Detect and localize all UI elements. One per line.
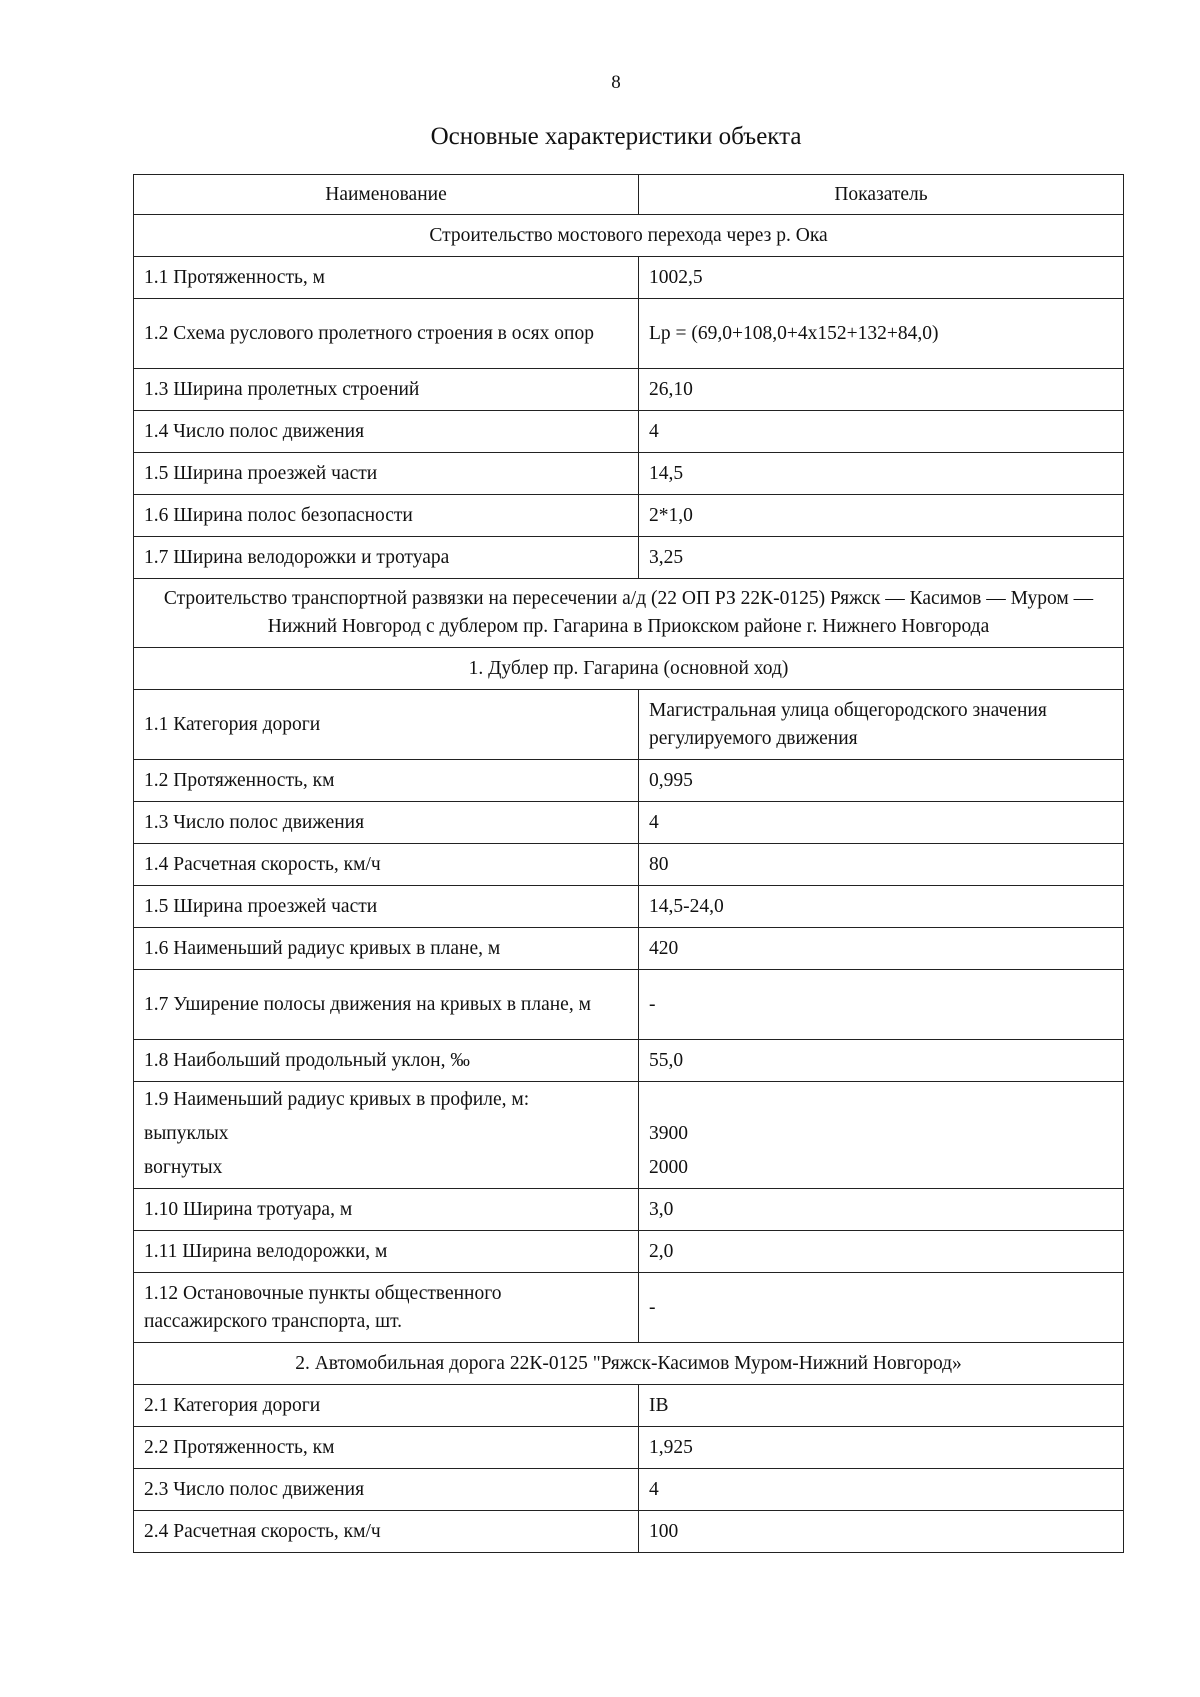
section-header-row [134, 215, 1124, 257]
row-value: 4 [639, 1469, 1124, 1511]
row-label: 1.2 Протяженность, км [134, 760, 639, 802]
row-value: 4 [639, 411, 1124, 453]
row-value: 3,0 [639, 1189, 1124, 1231]
table-row [134, 411, 1124, 453]
convex-label: выпуклых [144, 1123, 229, 1144]
table-row [134, 802, 1124, 844]
row-value: 55,0 [639, 1040, 1124, 1082]
row-value: IB [639, 1385, 1124, 1427]
table-row [134, 1189, 1124, 1231]
table-header-row [134, 175, 1124, 215]
row-label: 1.1 Протяженность, м [134, 257, 639, 299]
subsection-header-row [134, 648, 1124, 690]
row-value: Магистральная улица общегородского значения регулируемого движения [639, 690, 1124, 760]
row-label: 1.7 Ширина велодорожки и тротуара [134, 537, 639, 579]
table-row [134, 453, 1124, 495]
row-value: 14,5-24,0 [639, 886, 1124, 928]
row-label: 1.3 Ширина пролетных строений [134, 369, 639, 411]
table-row [134, 537, 1124, 579]
row-label: 1.10 Ширина тротуара, м [134, 1189, 639, 1231]
table-row [134, 1511, 1124, 1553]
table-row [134, 495, 1124, 537]
row-value: 26,10 [639, 369, 1124, 411]
row-label: 1.12 Остановочные пункты общественного пассажирского транспорта, шт. [134, 1273, 639, 1343]
row-value: 1,925 [639, 1427, 1124, 1469]
value-spacer [649, 1086, 1113, 1114]
table-row [134, 1427, 1124, 1469]
row-label: 1.5 Ширина проезжей части [134, 453, 639, 495]
table-row [134, 1082, 1124, 1189]
radius-profile-label: 1.9 Наименьший радиус кривых в профиле, м: [144, 1089, 530, 1110]
page-number: 8 [611, 72, 621, 93]
row-label: 1.4 Расчетная скорость, км/ч [134, 844, 639, 886]
row-value: 100 [639, 1511, 1124, 1553]
column-header-name: Наименование [134, 175, 639, 215]
row-value: Lp = (69,0+108,0+4х152+132+84,0) [639, 299, 1124, 369]
row-value: 80 [639, 844, 1124, 886]
section-title-interchange: Строительство транспортной развязки на пересечении а/д (22 ОП РЗ 22К-0125) Ряжск — Касимов — Муром — Нижний Новгород с дублером пр. Гагарина в Приокском районе г. Нижнего Новгорода [134, 579, 1124, 648]
column-header-value: Показатель [639, 175, 1124, 215]
row-label: 1.8 Наибольший продольный уклон, ‰ [134, 1040, 639, 1082]
subsection-title-road: 2. Автомобильная дорога 22К-0125 "Ряжск-Касимов Муром-Нижний Новгород» [134, 1343, 1124, 1385]
row-label: 1.5 Ширина проезжей части [134, 886, 639, 928]
table-row [134, 257, 1124, 299]
row-label: 1.7 Уширение полосы движения на кривых в плане, м [134, 970, 639, 1040]
table-row [134, 970, 1124, 1040]
row-label: 1.3 Число полос движения [134, 802, 639, 844]
row-label: 1.11 Ширина велодорожки, м [134, 1231, 639, 1273]
table-row [134, 1231, 1124, 1273]
table-row [134, 844, 1124, 886]
row-value: 14,5 [639, 453, 1124, 495]
convex-value: 3900 [649, 1123, 688, 1144]
row-label: 1.6 Наименьший радиус кривых в плане, м [134, 928, 639, 970]
characteristics-table [133, 174, 1124, 1553]
row-value: 3,25 [639, 537, 1124, 579]
subsection-header-row [134, 1343, 1124, 1385]
section-title-bridge: Строительство мостового перехода через р. Ока [134, 215, 1124, 257]
table-row [134, 1273, 1124, 1343]
row-value: - [639, 1273, 1124, 1343]
table-row [134, 886, 1124, 928]
row-label: 1.1 Категория дороги [134, 690, 639, 760]
row-value: 4 [639, 802, 1124, 844]
document-title: Основные характеристики объекта [430, 123, 802, 150]
row-label: 1.6 Ширина полос безопасности [134, 495, 639, 537]
row-label [134, 1082, 639, 1189]
table-row [134, 369, 1124, 411]
table-row [134, 760, 1124, 802]
row-label: 2.1 Категория дороги [134, 1385, 639, 1427]
row-label: 1.4 Число полос движения [134, 411, 639, 453]
row-value: 1002,5 [639, 257, 1124, 299]
row-value: - [639, 970, 1124, 1040]
table-row [134, 690, 1124, 760]
concave-label: вогнутых [144, 1157, 223, 1178]
subsection-title-gagarin: 1. Дублер пр. Гагарина (основной ход) [134, 648, 1124, 690]
row-value: 0,995 [639, 760, 1124, 802]
row-value: 2,0 [639, 1231, 1124, 1273]
row-label: 2.3 Число полос движения [134, 1469, 639, 1511]
row-value [639, 1082, 1124, 1189]
table-row [134, 1040, 1124, 1082]
row-label: 2.2 Протяженность, км [134, 1427, 639, 1469]
row-label: 2.4 Расчетная скорость, км/ч [134, 1511, 639, 1553]
section-header-row [134, 579, 1124, 648]
row-value: 420 [639, 928, 1124, 970]
row-label: 1.2 Схема руслового пролетного строения в осях опор [134, 299, 639, 369]
table-row [134, 928, 1124, 970]
concave-value: 2000 [649, 1157, 688, 1178]
table-row [134, 299, 1124, 369]
table-row [134, 1385, 1124, 1427]
table-row [134, 1469, 1124, 1511]
row-value: 2*1,0 [639, 495, 1124, 537]
